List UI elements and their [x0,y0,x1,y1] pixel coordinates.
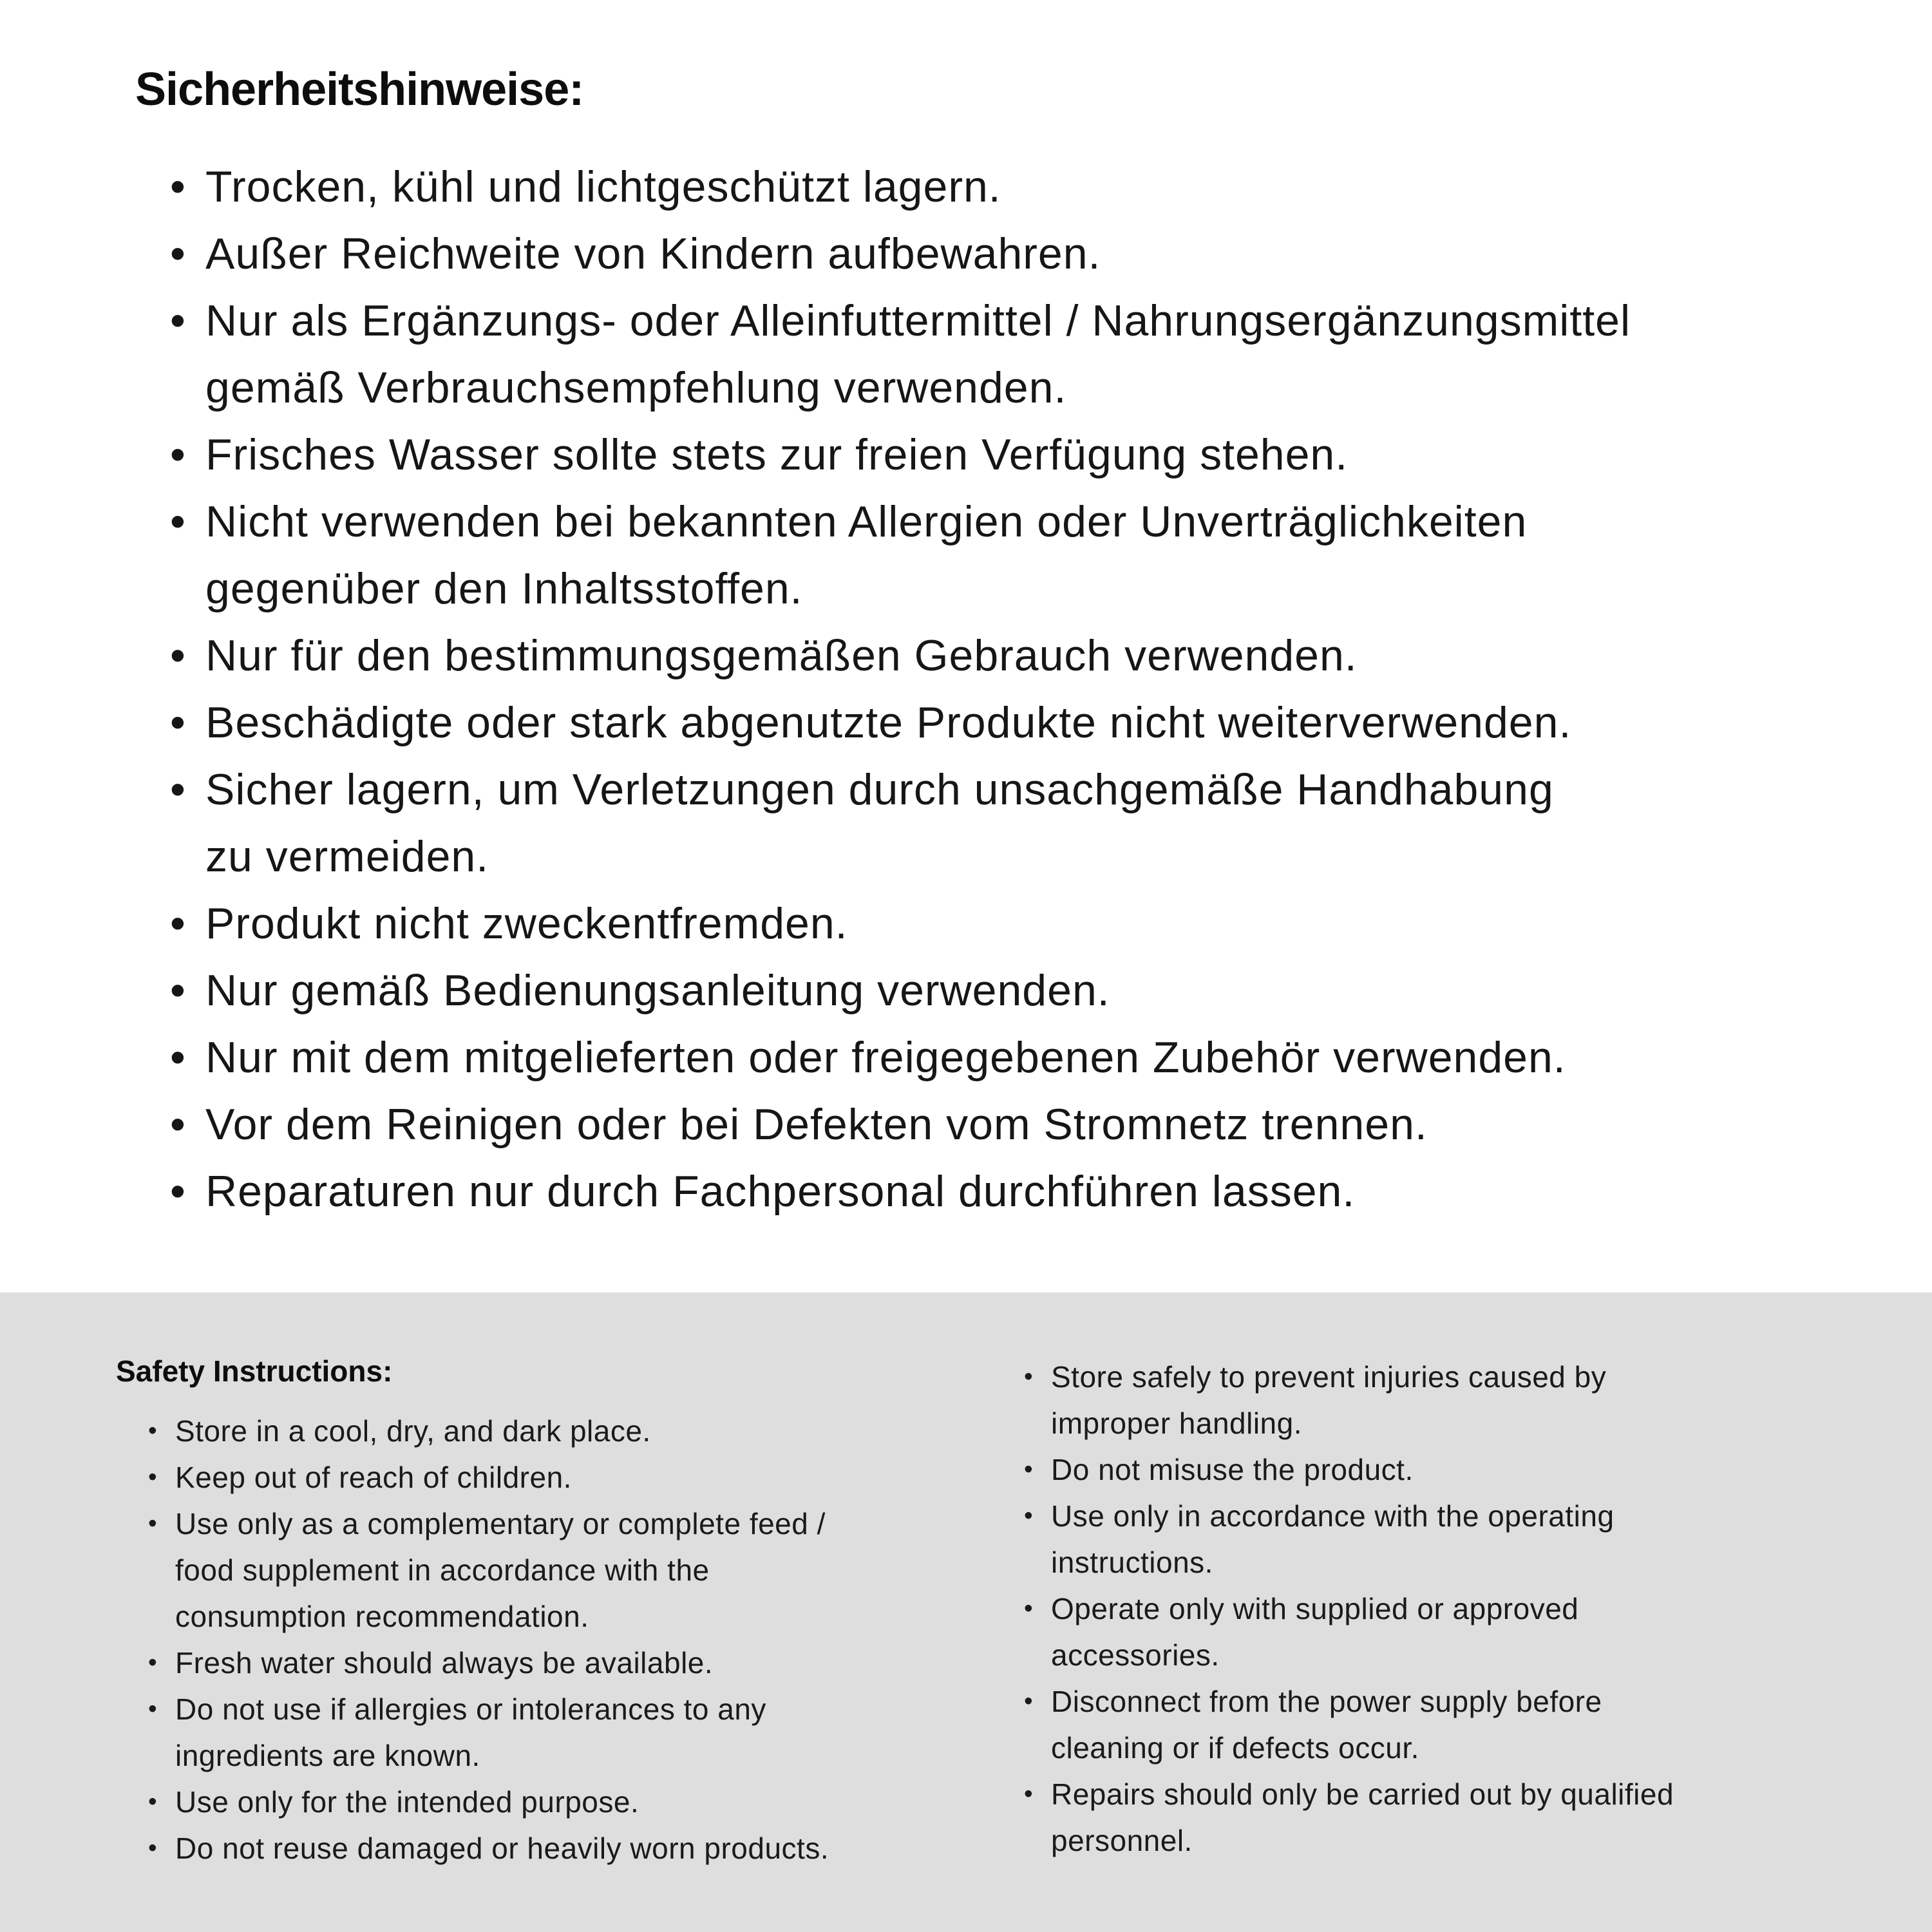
line: • Reparaturen nur durch Fachpersonal durchführen lassen. [205,1167,1356,1217]
list-item [170,220,1874,287]
line: • Produkt nicht zweckentfremden. [205,899,848,949]
list-item [148,1501,1024,1640]
list-item [170,1158,1874,1225]
line: • Do not misuse the product. [1051,1453,1414,1486]
line: personnel. [1051,1824,1193,1857]
line: • Use only for the intended purpose. [175,1785,639,1819]
list-item [1024,1354,1874,1446]
english-title: Safety Instructions: [116,1354,393,1388]
list-item [148,1779,1024,1825]
line: • Nur für den bestimmungsgemäßen Gebrauch verwenden. [205,631,1358,681]
list-item [1024,1493,1874,1586]
list-item [170,890,1874,957]
list-item [170,153,1874,220]
line: • Frisches Wasser sollte stets zur freien Verfügung stehen. [205,430,1349,480]
line: cleaning or if defects occur. [1051,1731,1419,1765]
german-list [135,153,1874,1225]
line: • Nur gemäß Bedienungsanleitung verwenden. [205,966,1110,1016]
list-item [148,1640,1024,1686]
line: ingredients are known. [175,1739,480,1772]
line: • Do not use if allergies or intolerances to any [175,1692,766,1726]
list-item [170,421,1874,488]
english-right-list [1024,1354,1874,1864]
line: gegenüber den Inhaltsstoffen. [205,564,803,614]
list-item [1024,1678,1874,1771]
line: • Nur mit dem mitgelieferten oder freigegebenen Zubehör verwenden. [205,1033,1566,1083]
list-item [170,689,1874,756]
line: • Repairs should only be carried out by qualified [1051,1777,1674,1811]
line: • Operate only with supplied or approved [1051,1592,1579,1625]
list-item [1024,1586,1874,1678]
list-item [148,1686,1024,1779]
english-left-list [116,1408,1024,1871]
line: • Sicher lagern, um Verletzungen durch unsachgemäße Handhabung [205,765,1554,815]
line: accessories. [1051,1638,1220,1672]
line: • Do not reuse damaged or heavily worn products. [175,1832,829,1865]
line: • Außer Reichweite von Kindern aufbewahren. [205,229,1101,279]
line: • Store in a cool, dry, and dark place. [175,1414,651,1448]
list-item [170,622,1874,689]
line: • Keep out of reach of children. [175,1461,572,1494]
list-item [170,756,1874,890]
line: • Trocken, kühl und lichtgeschützt lagern. [205,162,1001,212]
line: consumption recommendation. [175,1600,589,1633]
list-item [170,287,1874,421]
line: • Use only as a complementary or complete feed / [175,1507,826,1540]
list-item [148,1825,1024,1871]
line: • Vor dem Reinigen oder bei Defekten vom Stromnetz trennen. [205,1100,1428,1150]
line: • Disconnect from the power supply before [1051,1685,1602,1718]
line: zu vermeiden. [205,832,489,882]
english-right-column [1024,1354,1874,1864]
list-item [1024,1446,1874,1493]
list-item [170,1024,1874,1091]
line: • Nicht verwenden bei bekannten Allergien oder Unverträglichkeiten [205,497,1528,547]
line: food supplement in accordance with the [175,1553,710,1587]
german-title: Sicherheitshinweise: [135,64,584,115]
line: • Use only in accordance with the operating [1051,1499,1615,1533]
line: • Beschädigte oder stark abgenutzte Produkte nicht weiterverwenden. [205,698,1572,748]
list-item [170,1091,1874,1158]
list-item [148,1408,1024,1454]
english-left-column [116,1354,1024,1871]
line: • Nur als Ergänzungs- oder Alleinfuttermittel / Nahrungsergänzungsmittel [205,296,1631,346]
line: instructions. [1051,1546,1213,1579]
line: gemäß Verbrauchsempfehlung verwenden. [205,363,1067,413]
list-item [1024,1771,1874,1864]
list-item [148,1454,1024,1501]
list-item [170,957,1874,1024]
list-item [170,488,1874,622]
english-section [0,1293,1932,1932]
line: • Fresh water should always be available. [175,1646,714,1680]
line: improper handling. [1051,1406,1303,1440]
line: • Store safely to prevent injuries caused by [1051,1360,1607,1394]
